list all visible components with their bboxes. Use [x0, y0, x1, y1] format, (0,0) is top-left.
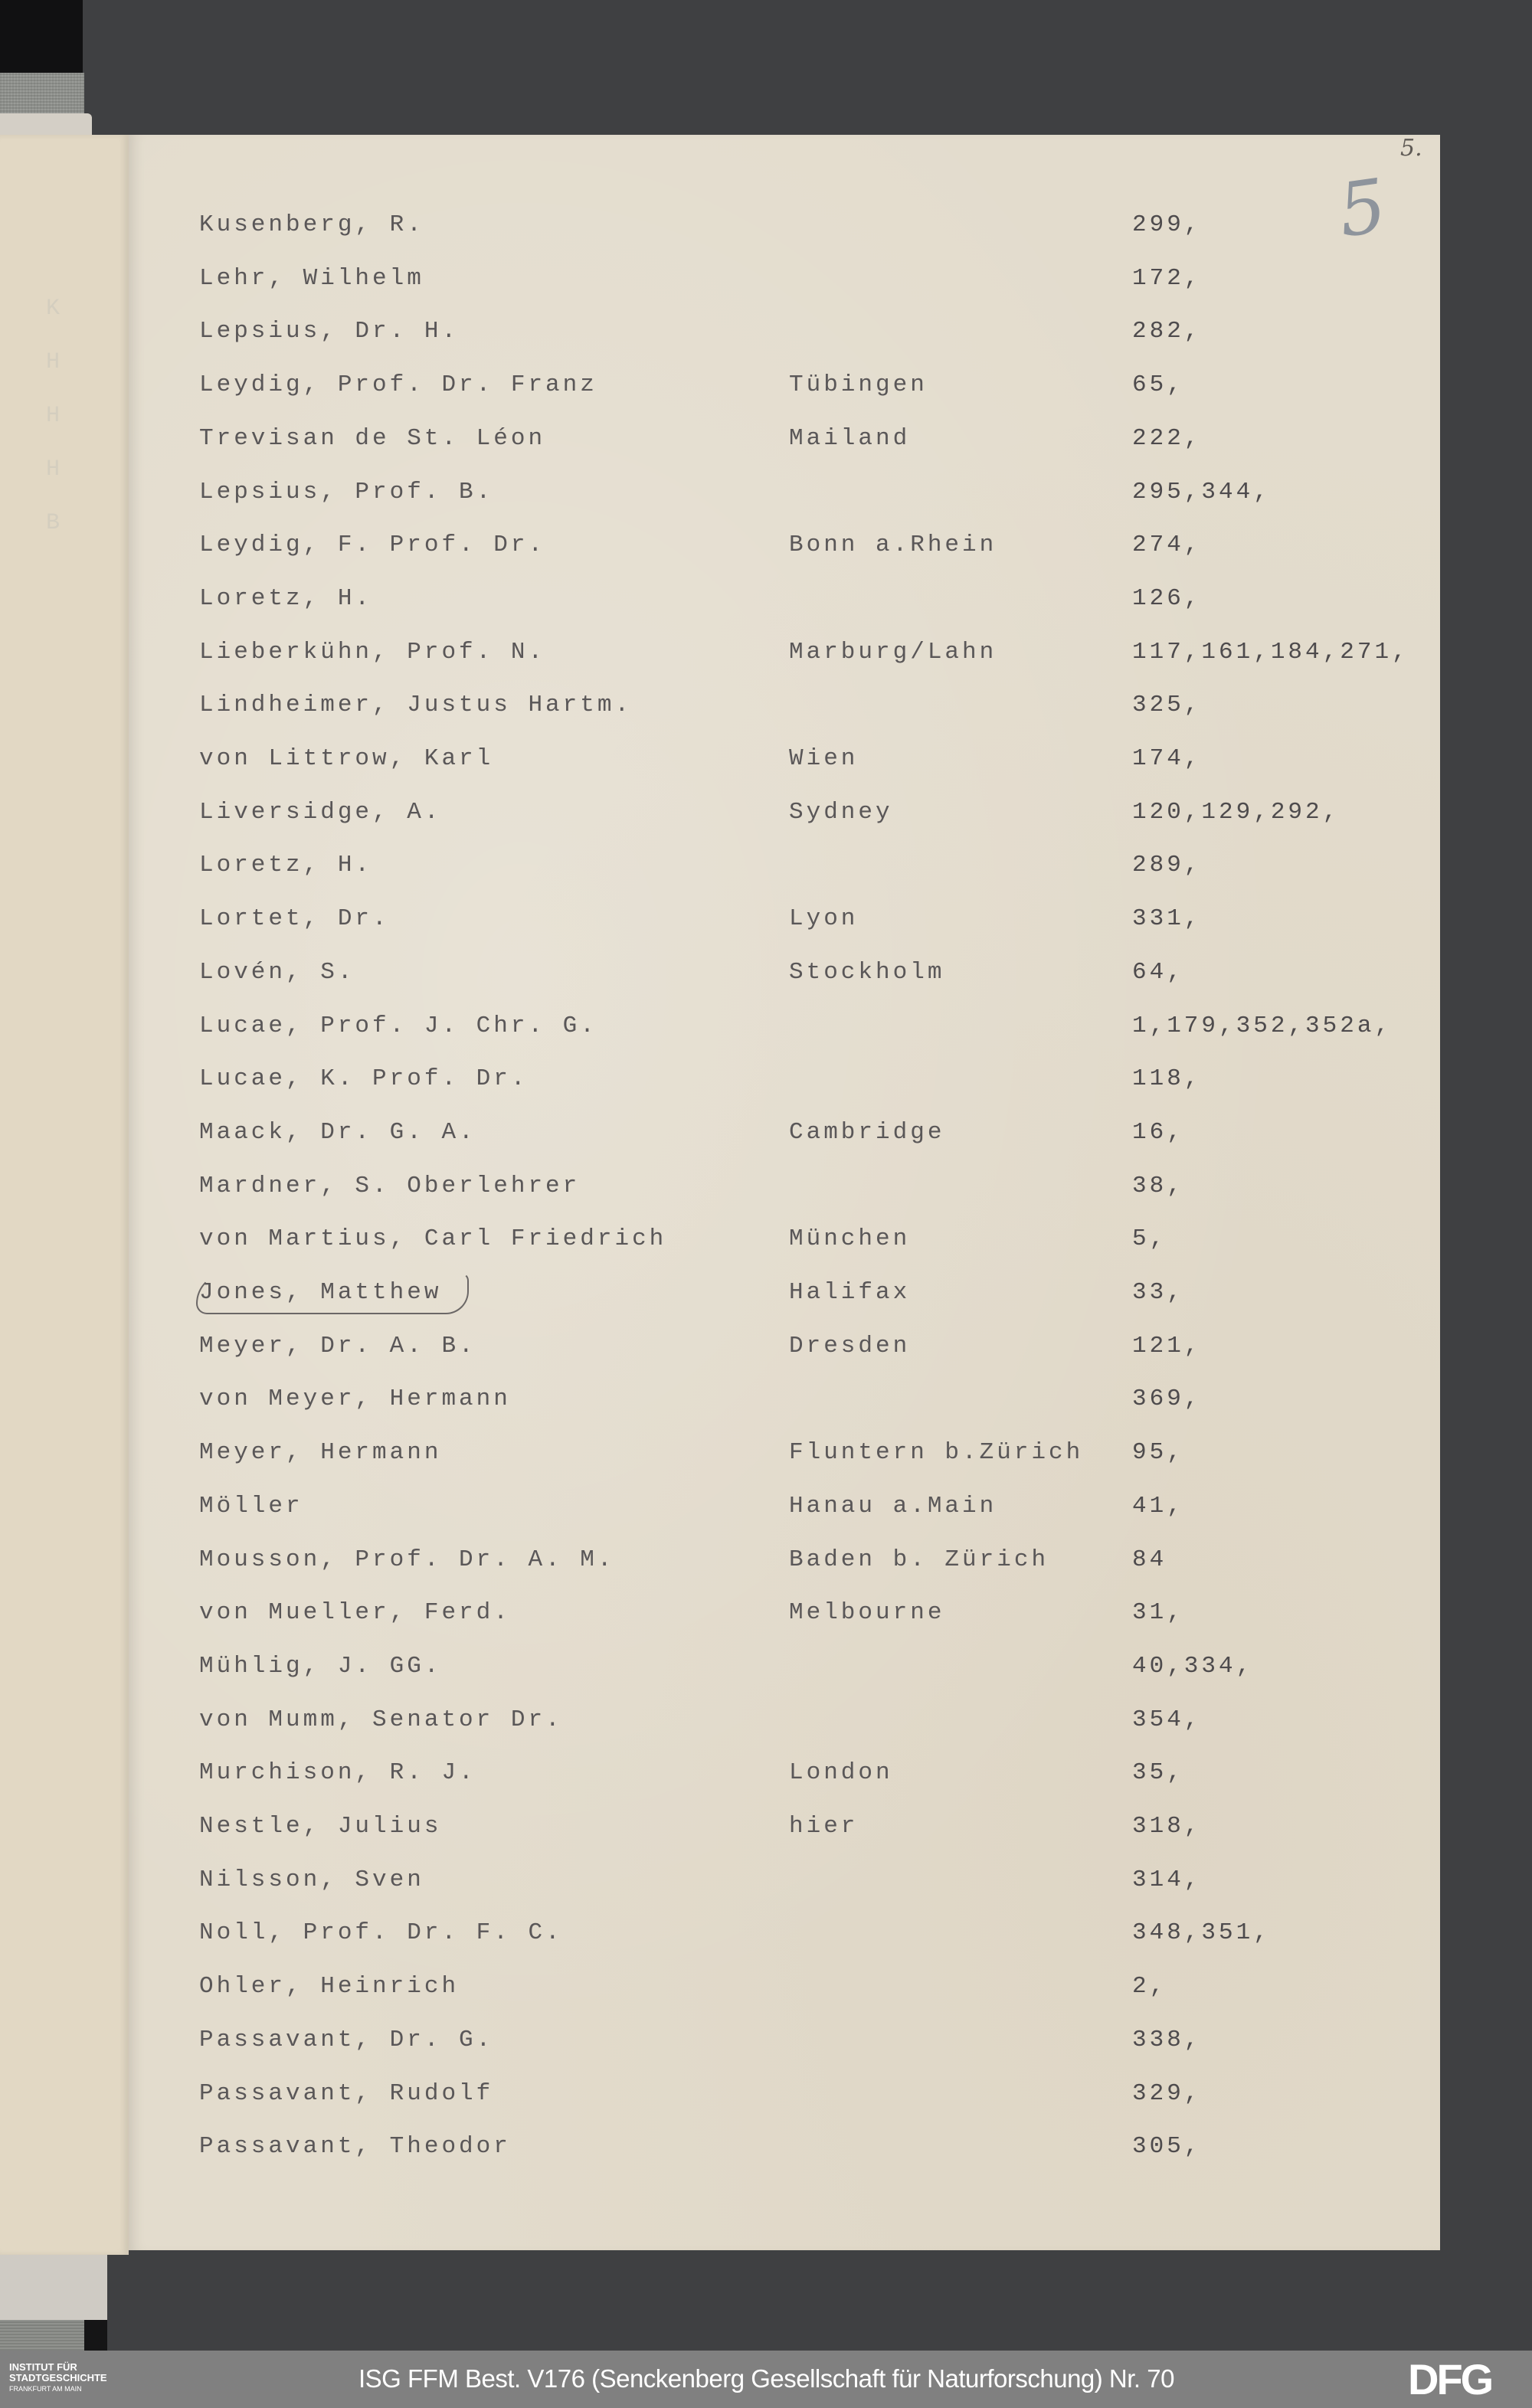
entry-place: Dresden	[789, 1332, 911, 1359]
entry-name: Nestle, Julius	[199, 1813, 442, 1840]
institute-logo-line3: FRANKFURT AM MAIN	[9, 2385, 82, 2393]
institute-logo-line1: INSTITUT FÜR	[9, 2361, 77, 2373]
entry-place: Bonn a.Rhein	[789, 532, 997, 559]
index-entry	[129, 1915, 1440, 1952]
index-entry	[129, 2128, 1440, 2165]
index-entry	[129, 313, 1440, 350]
binding-edge	[0, 0, 83, 73]
entry-name: Kusenberg, R.	[199, 211, 424, 238]
entry-place: Hanau a.Main	[789, 1492, 997, 1520]
index-entry	[129, 1755, 1440, 1791]
entry-references: 348,351,	[1132, 1919, 1271, 1947]
index-entry	[129, 1435, 1440, 1471]
entry-place: London	[789, 1759, 893, 1787]
entry-references: 126,	[1132, 584, 1202, 612]
entry-references: 31,	[1132, 1599, 1184, 1627]
bleed-through-text: K	[46, 296, 65, 322]
archive-caption: ISG FFM Best. V176 (Senckenberg Gesellschaft für Naturforschung) Nr. 70	[358, 2364, 1174, 2393]
entry-place: Marburg/Lahn	[789, 638, 997, 666]
entry-name: von Martius, Carl Friedrich	[199, 1225, 667, 1253]
entry-name: Leydig, Prof. Dr. Franz	[199, 371, 597, 399]
entry-name: Maack, Dr. G. A.	[199, 1118, 476, 1146]
index-entry	[129, 954, 1440, 991]
entry-references: 305,	[1132, 2133, 1202, 2161]
entry-references: 16,	[1132, 1118, 1184, 1146]
entry-place: Mailand	[789, 424, 911, 452]
entry-references: 38,	[1132, 1172, 1184, 1199]
entry-references: 338,	[1132, 2026, 1202, 2053]
institute-logo-line2: STADTGESCHICHTE	[9, 2372, 107, 2383]
binding-paper-strip	[0, 113, 92, 135]
entry-name: Nilsson, Sven	[199, 1866, 424, 1893]
dfg-logo: DFG	[1408, 2355, 1492, 2403]
entry-references: 33,	[1132, 1279, 1184, 1306]
entry-references: 40,334,	[1132, 1652, 1254, 1680]
index-entry	[129, 1274, 1440, 1311]
entry-name: Meyer, Hermann	[199, 1439, 442, 1467]
index-entry	[129, 901, 1440, 937]
entry-references: 289,	[1132, 852, 1202, 879]
entry-name: Möller	[199, 1492, 303, 1520]
index-entry	[129, 474, 1440, 511]
underlying-page	[0, 135, 129, 2255]
entry-place: Wien	[789, 745, 859, 772]
entry-name: Lepsius, Prof. B.	[199, 478, 494, 505]
index-entry	[129, 2076, 1440, 2112]
entry-references: 314,	[1132, 1866, 1202, 1893]
entry-references: 35,	[1132, 1759, 1184, 1787]
entry-place: hier	[789, 1813, 859, 1840]
entry-name: Passavant, Rudolf	[199, 2079, 494, 2107]
entry-references: 369,	[1132, 1386, 1202, 1413]
index-entry	[129, 1061, 1440, 1098]
entry-references: 118,	[1132, 1065, 1202, 1093]
index-entry	[129, 2022, 1440, 2059]
bleed-through-text: H	[46, 349, 65, 375]
entry-references: 295,344,	[1132, 478, 1271, 505]
entry-name: Lindheimer, Justus Hartm.	[199, 692, 633, 719]
page-number-small: 5.	[1400, 135, 1422, 162]
index-entry	[129, 687, 1440, 724]
entry-name: Trevisan de St. Léon	[199, 424, 546, 452]
entry-name: Loretz, H.	[199, 584, 373, 612]
entry-references: 2,	[1132, 1973, 1167, 2001]
entry-references: 299,	[1132, 211, 1202, 238]
entry-name: Lortet, Dr.	[199, 905, 390, 933]
entry-name: Noll, Prof. Dr. F. C.	[199, 1919, 563, 1947]
index-entry	[129, 741, 1440, 777]
binding-cloth-bottom	[0, 2320, 84, 2351]
entry-name: Lovén, S.	[199, 958, 355, 986]
entry-references: 274,	[1132, 532, 1202, 559]
index-entry	[129, 1968, 1440, 2005]
entry-references: 174,	[1132, 745, 1202, 772]
entry-references: 5,	[1132, 1225, 1167, 1253]
entry-place: Fluntern b.Zürich	[789, 1439, 1084, 1467]
entry-references: 172,	[1132, 264, 1202, 292]
index-entry	[129, 420, 1440, 457]
footer-bar	[0, 2351, 1532, 2408]
entry-references: 325,	[1132, 692, 1202, 719]
index-entry	[129, 1808, 1440, 1845]
index-entry	[129, 581, 1440, 617]
entry-references: 331,	[1132, 905, 1202, 933]
binding-edge-bottom	[84, 2320, 107, 2351]
entry-name: Loretz, H.	[199, 852, 373, 879]
entry-name: Mühlig, J. GG.	[199, 1652, 442, 1680]
entry-references: 95,	[1132, 1439, 1184, 1467]
entry-place: Lyon	[789, 905, 859, 933]
binding-cloth	[0, 73, 84, 115]
index-entry	[129, 1114, 1440, 1151]
entry-name: Ohler, Heinrich	[199, 1973, 460, 2001]
index-entry	[129, 1595, 1440, 1631]
entry-references: 329,	[1132, 2079, 1202, 2107]
entry-name: von Mueller, Ferd.	[199, 1599, 511, 1627]
index-entry	[129, 1221, 1440, 1258]
entry-place: Stockholm	[789, 958, 945, 986]
index-entry	[129, 1488, 1440, 1525]
entry-references: 41,	[1132, 1492, 1184, 1520]
index-entry	[129, 1542, 1440, 1579]
binding-paper-strip-bottom	[0, 2255, 107, 2320]
entry-place: Halifax	[789, 1279, 911, 1306]
entry-name: von Littrow, Karl	[199, 745, 494, 772]
entry-place: München	[789, 1225, 911, 1253]
entry-name: Passavant, Dr. G.	[199, 2026, 494, 2053]
entry-place: Melbourne	[789, 1599, 945, 1627]
entry-references: 64,	[1132, 958, 1184, 986]
entry-name: Lepsius, Dr. H.	[199, 318, 460, 345]
entry-name: Liversidge, A.	[199, 798, 442, 826]
institute-logo	[9, 2362, 107, 2394]
bleed-through-text: B	[46, 510, 65, 536]
index-entry	[129, 794, 1440, 831]
entry-name: Leydig, F. Prof. Dr.	[199, 532, 546, 559]
entry-place: Tübingen	[789, 371, 928, 399]
entry-references: 222,	[1132, 424, 1202, 452]
index-entry	[129, 1381, 1440, 1418]
entry-name: Mousson, Prof. Dr. A. M.	[199, 1546, 615, 1573]
entry-references: 121,	[1132, 1332, 1202, 1359]
entry-name: Mardner, S. Oberlehrer	[199, 1172, 581, 1199]
index-entry	[129, 634, 1440, 671]
index-entry	[129, 527, 1440, 564]
entry-name: Lehr, Wilhelm	[199, 264, 424, 292]
index-entry	[129, 1008, 1440, 1045]
entry-references: 84	[1132, 1546, 1167, 1573]
index-entry	[129, 207, 1440, 244]
index-entry	[129, 1328, 1440, 1365]
entry-references: 117,161,184,271,	[1132, 638, 1409, 666]
entry-name: Lucae, K. Prof. Dr.	[199, 1065, 529, 1093]
entry-references: 65,	[1132, 371, 1184, 399]
entry-place: Baden b. Zürich	[789, 1546, 1049, 1573]
entry-name: Lucae, Prof. J. Chr. G.	[199, 1012, 597, 1039]
entry-references: 120,129,292,	[1132, 798, 1340, 826]
index-entry	[129, 1168, 1440, 1205]
bleed-through-text: H	[46, 456, 65, 483]
entry-name: Meyer, Dr. A. B.	[199, 1332, 476, 1359]
entry-name: Jones, Matthew	[199, 1279, 442, 1306]
bleed-through-text: H	[46, 403, 65, 429]
entry-name: Lieberkühn, Prof. N.	[199, 638, 546, 666]
index-entry	[129, 1648, 1440, 1685]
entry-place: Cambridge	[789, 1118, 945, 1146]
entry-references: 318,	[1132, 1813, 1202, 1840]
index-entry	[129, 1862, 1440, 1899]
entry-place: Sydney	[789, 798, 893, 826]
document-page	[129, 135, 1440, 2250]
index-entry	[129, 367, 1440, 404]
entry-name: von Mumm, Senator Dr.	[199, 1706, 563, 1733]
entry-name: Murchison, R. J.	[199, 1759, 476, 1787]
entry-references: 282,	[1132, 318, 1202, 345]
entry-references: 354,	[1132, 1706, 1202, 1733]
entry-name: Passavant, Theodor	[199, 2133, 511, 2161]
entry-name: von Meyer, Hermann	[199, 1386, 511, 1413]
index-entry	[129, 1702, 1440, 1739]
index-entry	[129, 847, 1440, 884]
index-entry	[129, 260, 1440, 297]
entry-references: 1,179,352,352a,	[1132, 1012, 1393, 1039]
page-number-handwritten: 5	[1333, 162, 1392, 254]
